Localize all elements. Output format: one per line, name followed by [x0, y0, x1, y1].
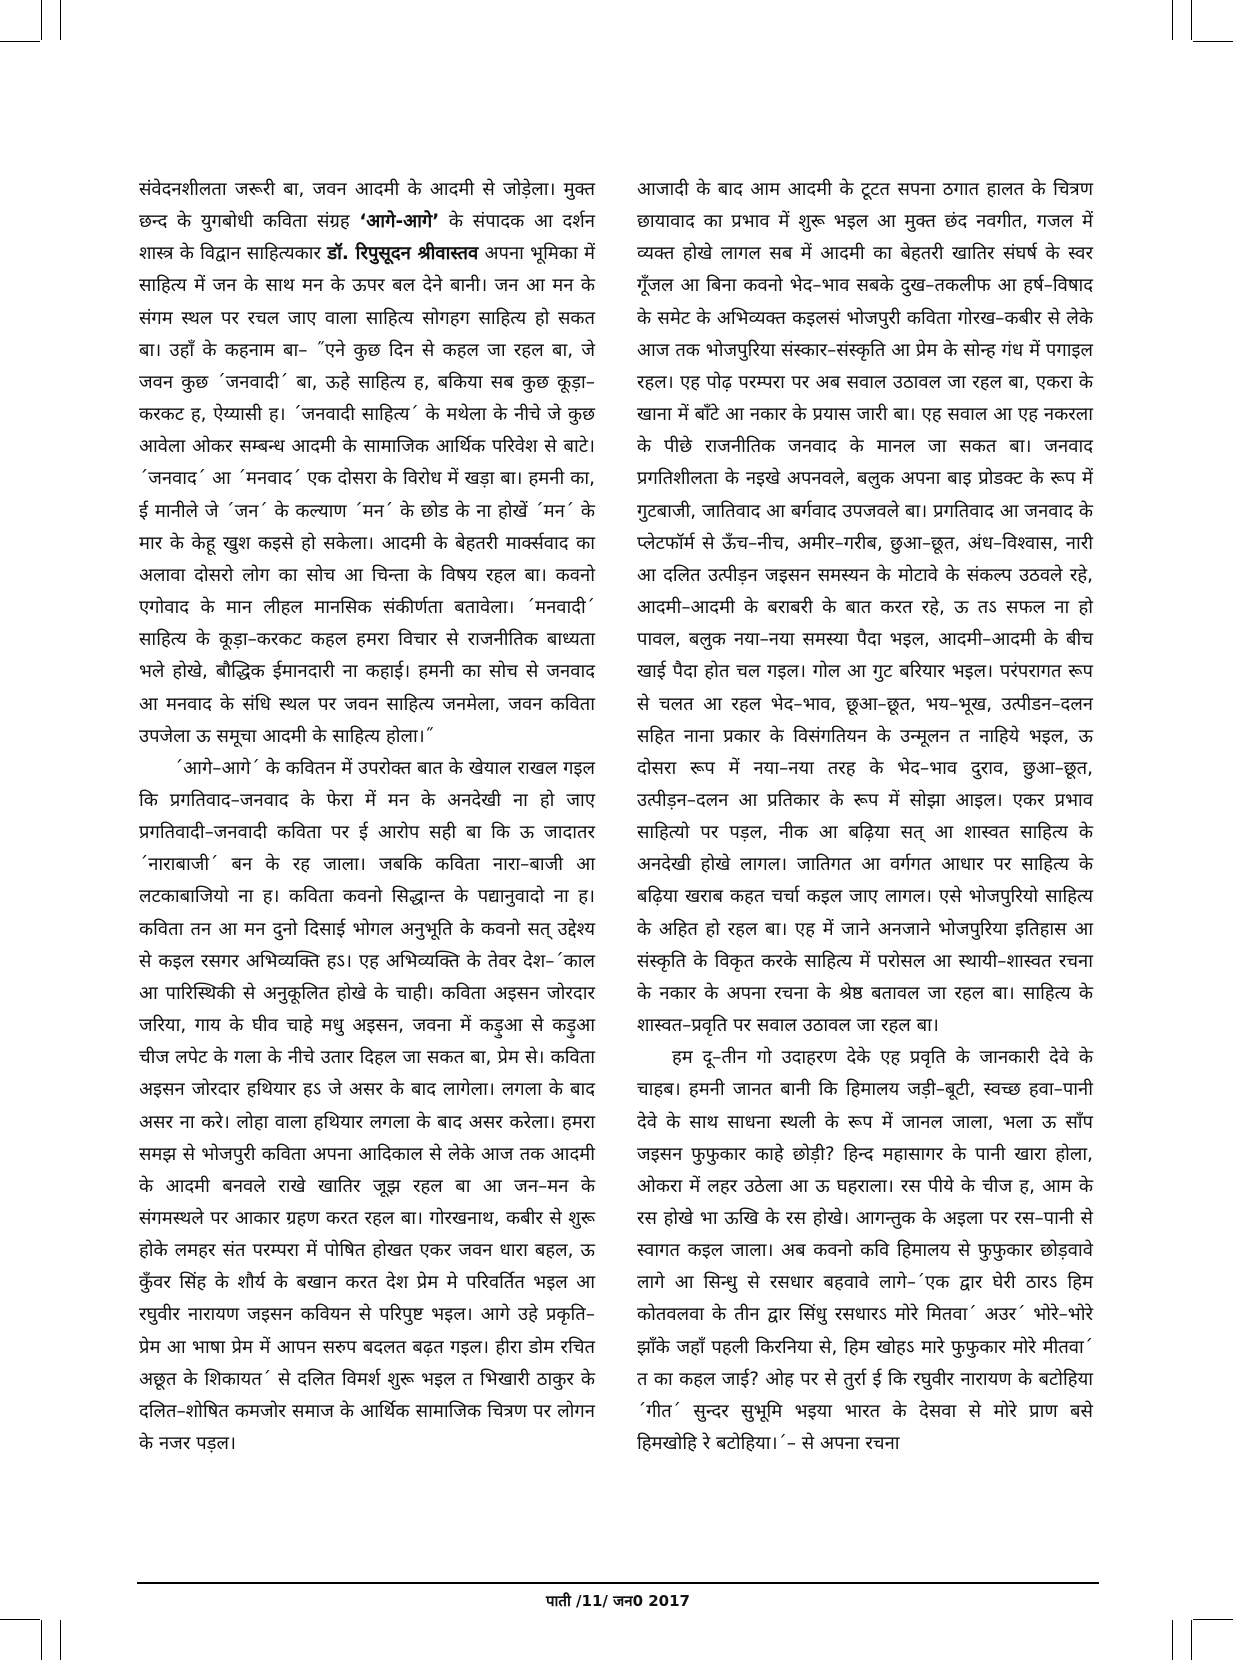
text-run: के संपादक आ दर्शन शास्त्र के विद्वान साहित्यकार [139, 211, 595, 265]
page-footer: पाती /11/ जन0 2017 [546, 1592, 690, 1610]
crop-mark [1191, 0, 1192, 40]
bold-text: ‘आगे-आगे’ [359, 211, 440, 233]
crop-mark [1172, 0, 1173, 40]
text-run: अपना भूमिका में साहित्य में जन के साथ मन के ऊपर बल देने बानी। जन आ मन के संगम स्थल पर रचल जाए वाला साहित्य सोगहग साहित्य हो सकत बा। उहाँ के कहनाम बा– ˝एने कुछ दिन से कहल जा रहल बा, जे जवन कुछ ´जनवादी´ बा, ऊहे साहित्य ह, बकिया सब कुछ कूड़ा–करकट ह, ऐय्यासी ह। ´जनवादी साहित्य´ के मथेला के नीचे जे कुछ आवेला ओकर सम्बन्ध आदमी के सामाजिक आर्थिक परिवेश से बाटे। ´जनवाद´ आ ´मनवाद´ एक दोसरा के विरोध में खड़ा बा। हमनी का, ई मानीले जे ´जन´ के कल्याण ´मन´ के छोड के ना होखें ´मन´ के मार के केहू खुश कइसे हो सकेला। आदमी के बेहतरी मार्क्सवाद का अलावा दोसरो लोग का सोच आ चिन्ता के विषय रहल बा। कवनो एगोवाद के मान लीहल मानसिक संकीर्णता बतावेला। ´मनवादी´ साहित्य के कूड़ा–करकट कहल हमरा विचार से राजनीतिक बाध्यता भले होखे, बौद्धिक ईमानदारी ना कहाई। हमनी का सोच से जनवाद आ मनवाद के संधि स्थल पर जवन साहित्य जनमेला, जवन कविता उपजेला ऊ समूचा आदमी के साहित्य होला।˝ [139, 243, 595, 747]
crop-mark [41, 1620, 42, 1660]
crop-mark [1193, 1619, 1233, 1620]
paragraph [637, 1042, 1093, 1460]
text-run: ´आगे–आगे´ के कवितन में उपरोक्त बात के खेयाल राखल गइल कि प्रगतिवाद–जनवाद के फेरा में मन के अनदेखी ना हो जाए प्रगतिवादी–जनवादी कविता पर ई आरोप सही बा कि ऊ जादातर ´नाराबाजी´ बन के रह जाला। जबकि कविता नारा–बाजी आ लटकाबाजियो ना ह। कविता कवनो सिद्धान्त के पद्यानुवादो ना ह। कविता तन आ मन दुनो दिसाई भोगल अनुभूति के कवनो सत् उद्देश्य से कइल रसगर अभिव्यक्ति हऽ। एह अभिव्यक्ति के तेवर देश–´काल आ पारिस्थिकी से अनुकूलित होखे के चाही। कविता अइसन जोरदार जरिया, गाय के घीव चाहे मधु अइसन, जवना में कड़ुआ से कड़ुआ चीज लपेट के गला के नीचे उतार दिहल जा सकत बा, प्रेम से। कविता अइसन जोरदार हथियार हऽ जे असर के बाद लागेला। लगला के बाद असर ना करे। लोहा वाला हथियार लगला के बाद असर करेला। हमरा समझ से भोजपुरी कविता अपना आदिकाल से लेके आज तक आदमी के आदमी बनवले राखे खातिर जूझ रहल बा आ जन–मन के संगमस्थले पर आकार ग्रहण करत रहल बा। गोरखनाथ, कबीर से शुरू होके लमहर संत परम्परा में पोषित होखत एकर जवन धारा बहल, ऊ कुँवर सिंह के शौर्य के बखान करत देश प्रेम मे परिवर्तित भइल आ रघुवीर नारायण जइसन कवियन से परिपुष्ट भइल। आगे उहे प्रकृति–प्रेम आ भाषा प्रेम में आपन सरुप बदलत बढ़त गइल। हीरा डोम रचित अछूत के शिकायत´ से दलित विमर्श शुरू भइल त भिखारी ठाकुर के दलित–शोषित कमजोर समाज के आर्थिक सामाजिक चित्रण पर लोगन के नजर पड़ल। [139, 757, 595, 1455]
text-run: संवेदनशीलता जरूरी बा, जवन आदमी के आदमी से जोड़ेला। मुक्त छन्द के युगबोधी कविता संग्रह [139, 179, 595, 233]
crop-mark [60, 0, 61, 40]
crop-mark [1193, 41, 1233, 42]
paragraph [139, 174, 595, 753]
paragraph [139, 753, 595, 1460]
text-run: हम दू–तीन गो उदाहरण देके एह प्रवृति के जानकारी देवे के चाहब। हमनी जानत बानी कि हिमालय जड़ी–बूटी, स्वच्छ हवा–पानी देवे के साथ साधना स्थली के रूप में जानल जाला, भला ऊ साँप जइसन फुफुकार काहे छोड़ी? हिन्द महासागर के पानी खारा होला, ओकरा में लहर उठेला आ ऊ घहराला। रस पीये के चीज ह, आम के रस होखे भा ऊखि के रस होखे। आगन्तुक के अइला पर रस–पानी से स्वागत कइल जाला। अब कवनो कवि हिमालय से फुफुकार छोड़वावे लागे आ सिन्धु से रसधार बहवावे लागे–´एक द्वार घेरी ठारऽ हिम कोतवलवा के तीन द्वार सिंधु रसधारऽ मोरे मितवा´ अउर´ भोरे–भोरे झाँके जहाँ पहली किरनिया से, हिम खोहऽ मारे फुफुकार मोरे मीतवा´ त का कहल जाई? ओह पर से तुर्रा ई कि रघुवीर नारायण के बटोहिया ´गीत´ सुन्दर सुभूमि भइया भारत के देसवा से मोरे प्राण बसे हिमखोहि रे बटोहिया।´– से अपना रचना [637, 1047, 1093, 1455]
crop-mark [60, 1620, 61, 1660]
paragraph [637, 174, 1093, 1042]
crop-mark [0, 1619, 40, 1620]
footer-rule [137, 1582, 1099, 1584]
right-column [637, 174, 1093, 1460]
crop-mark [0, 41, 40, 42]
text-run: आजादी के बाद आम आदमी के टूटत सपना ठगात हालत के चित्रण छायावाद का प्रभाव में शुरू भइल आ मुक्त छंद नवगीत, गजल में व्यक्त होखे लागल सब में आदमी का बेहतरी खातिर संघर्ष के स्वर गूँजल आ बिना कवनो भेद–भाव सबके दुख–तकलीफ आ हर्ष–विषाद के समेट के अभिव्यक्त कइलसं भोजपुरी कविता गोरख–कबीर से लेके आज तक भोजपुरिया संस्कार–संस्कृति आ प्रेम के सोन्ह गंध में पगाइल रहल। एह पोढ़ परम्परा पर अब सवाल उठावल जा रहल बा, एकरा के खाना में बाँटे आ नकार के प्रयास जारी बा। एह सवाल आ एह नकरला के पीछे राजनीतिक जनवाद के मानल जा सकत बा। जनवाद प्रगतिशीलता के नइखे अपनवले, बलुक अपना बाइ प्रोडक्ट के रूप में गुटबाजी, जातिवाद आ बर्गवाद उपजवले बा। प्रगतिवाद आ जनवाद के प्लेटफॉर्म से ऊँच–नीच, अमीर–गरीब, छुआ–छूत, अंध–विश्वास, नारी आ दलित उत्पीड़न जइसन समस्यन के मोटावे के संकल्प उठवले रहे, आदमी–आदमी के बराबरी के बात करत रहे, ऊ तऽ सफल ना हो पावल, बलुक नया–नया समस्या पैदा भइल, आदमी–आदमी के बीच खाई पैदा होत चल गइल। गोल आ गुट बरियार भइल। परंपरागत रूप से चलत आ रहल भेद–भाव, छूआ–छूत, भय–भूख, उत्पीडन–दलन सहित नाना प्रकार के विसंगतियन के उन्मूलन त नाहिये भइल, ऊ दोसरा रूप में नया–नया तरह के भेद–भाव दुराव, छुआ–छूत, उत्पीड़न–दलन आ प्रतिकार के रूप में सोझा आइल। एकर प्रभाव साहित्यो पर पड़ल, नीक आ बढ़िया सत् आ शास्वत साहित्य के अनदेखी होखे लागल। जातिगत आ वर्गगत आधार पर साहित्य के बढ़िया खराब कहत चर्चा कइल जाए लागल। एसे भोजपुरियो साहित्य के अहित हो रहल बा। एह में जाने अनजाने भोजपुरिया इतिहास आ संस्कृति के विकृत करके साहित्य में परोसल आ स्थायी–शास्वत रचना के नकार के अपना रचना के श्रेष्ठ बतावल जा रहल बा। साहित्य के शास्वत–प्रवृति पर सवाल उठावल जा रहल बा। [637, 179, 1094, 1037]
left-column [139, 174, 595, 1460]
crop-mark [41, 0, 42, 40]
crop-mark [1172, 1620, 1173, 1660]
bold-text: डॉ. रिपुसूदन श्रीवास्तव [327, 243, 479, 265]
crop-mark [1191, 1620, 1192, 1660]
